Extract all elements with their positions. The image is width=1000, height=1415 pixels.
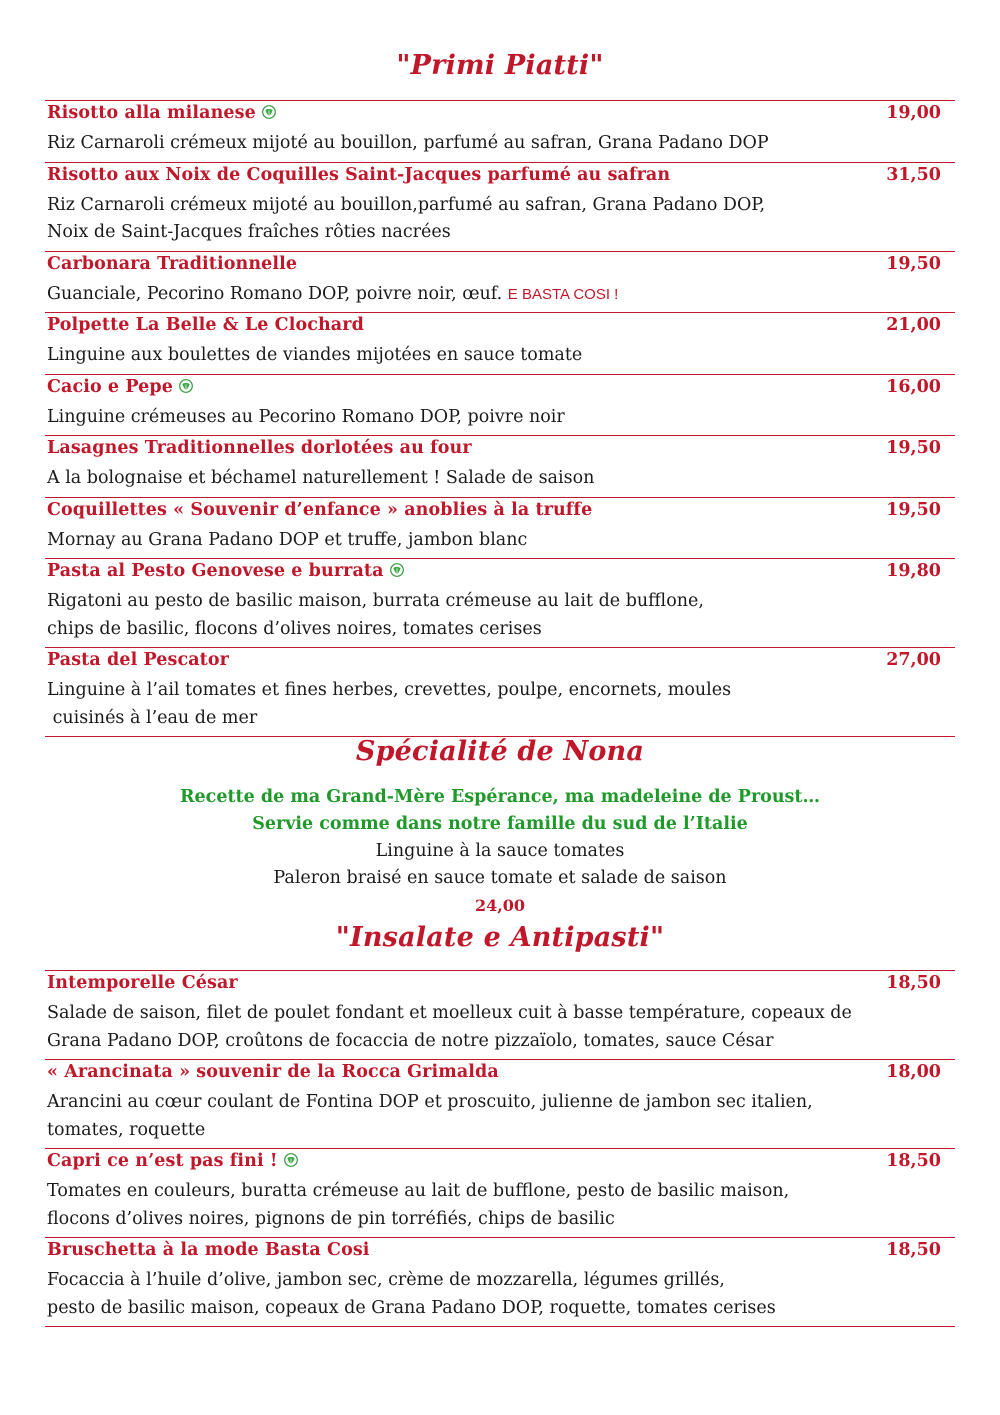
menu-item-price: 18,50 — [886, 973, 941, 993]
menu-item-name-text: Pasta del Pescator — [47, 650, 229, 670]
primi-list — [45, 100, 955, 737]
menu-item-description — [47, 588, 953, 643]
menu-item-name — [47, 103, 276, 123]
menu-item-description — [47, 677, 953, 732]
leaf-icon — [390, 562, 404, 576]
description-line — [47, 588, 953, 616]
menu-item-name-text: Risotto alla milanese — [47, 103, 256, 123]
description-line — [47, 1089, 953, 1117]
description-line — [47, 616, 953, 644]
menu-item-header — [47, 561, 953, 588]
description-line — [47, 1178, 953, 1206]
menu-item-description — [47, 192, 953, 247]
menu-item-description — [47, 465, 953, 493]
menu-item-name-text: « Arancinata » souvenir de la Rocca Grimalda — [47, 1062, 499, 1082]
description-line — [47, 130, 953, 158]
description-line — [47, 1117, 953, 1145]
menu-item-header — [47, 438, 953, 465]
description-line — [47, 1000, 953, 1028]
menu-item-price: 31,50 — [886, 164, 941, 185]
description-line — [47, 465, 953, 493]
menu-item — [45, 163, 955, 252]
menu-item-price: 19,50 — [886, 253, 941, 274]
menu-item — [45, 498, 955, 560]
description-line-text: Rigatoni au pesto de basilic maison, burrata crémeuse au lait de bufflone, — [47, 591, 704, 611]
description-line-text: Linguine crémeuses au Pecorino Romano DOP, poivre noir — [47, 406, 565, 427]
description-line-text: Riz Carnaroli crémeux mijoté au bouillon, parfumé au safran, Grana Padano DOP — [47, 133, 769, 153]
menu-item-name — [47, 254, 297, 274]
menu-item-price: 19,00 — [886, 103, 941, 123]
section-title-nona: Spécialité de Nona — [355, 736, 645, 767]
menu-item-price: 18,50 — [886, 1151, 941, 1171]
menu-item-header — [47, 165, 953, 192]
description-line-text: cuisinés à l’eau de mer — [47, 707, 258, 728]
description-line — [47, 342, 953, 370]
menu-item-header — [47, 315, 953, 342]
section-title-primi: "Primi Piatti" — [396, 50, 604, 81]
menu-item-description — [47, 281, 953, 309]
description-line-text: Riz Carnaroli crémeux mijoté au bouillon,parfumé au safran, Grana Padano DOP, — [47, 194, 766, 215]
menu-item — [45, 313, 955, 375]
nona-price: 24,00 — [474, 896, 526, 915]
nona-special — [0, 784, 1000, 919]
menu-item-name-text: Lasagnes Traditionnelles dorlotées au four — [47, 438, 472, 458]
description-line-text: Noix de Saint-Jacques fraîches rôties nacrées — [47, 222, 451, 242]
description-line-text: Focaccia à l’huile d’olive, jambon sec, crème de mozzarella, légumes grillés, — [47, 1270, 725, 1290]
menu-item-name — [47, 315, 364, 335]
menu-item-price: 18,50 — [886, 1240, 941, 1260]
description-line-text: tomates, roquette — [47, 1119, 206, 1140]
menu-item-name — [47, 1062, 499, 1082]
menu-item-name-text: Capri ce n’est pas fini ! — [47, 1151, 278, 1171]
menu-item-price: 19,50 — [886, 438, 941, 458]
description-line-text: A la bolognaise et béchamel naturellement ! Salade de saison — [47, 468, 595, 488]
menu-item-name-text: Cacio e Pepe — [47, 376, 173, 397]
insalate-list — [45, 970, 955, 1327]
description-line — [47, 192, 953, 220]
menu-item-name — [47, 973, 238, 993]
menu-item — [45, 1238, 955, 1327]
description-line — [47, 404, 953, 432]
menu-item-description — [47, 1267, 953, 1322]
menu-item-name — [47, 1240, 370, 1260]
leaf-icon — [262, 104, 276, 118]
menu-item-description — [47, 527, 953, 555]
menu-item — [45, 559, 955, 648]
description-line — [47, 677, 953, 705]
description-line-text: Arancini au cœur coulant de Fontina DOP et proscuito, julienne de jambon sec italien, — [47, 1092, 813, 1112]
description-line-text: pesto de basilic maison, copeaux de Grana Padano DOP, roquette, tomates cerises — [47, 1297, 776, 1318]
menu-item-name-text: Bruschetta à la mode Basta Cosi — [47, 1240, 370, 1260]
description-line-text: flocons d’olives noires, pignons de pin torréfiés, chips de basilic — [47, 1208, 615, 1229]
menu-item-description — [47, 1089, 953, 1144]
menu-item-name — [47, 650, 229, 670]
menu-item-price: 27,00 — [886, 650, 941, 670]
description-line-text: Linguine à l’ail tomates et fines herbes, crevettes, poulpe, encornets, moules — [47, 680, 732, 700]
menu-item-name-text: Coquillettes « Souvenir d’enfance » anoblies à la truffe — [47, 499, 593, 520]
menu-item-price: 19,50 — [886, 499, 941, 520]
menu-item-name-text: Carbonara Traditionnelle — [47, 253, 298, 274]
menu-item-description — [47, 1000, 953, 1055]
menu-item-header — [47, 500, 953, 527]
menu-item-header — [47, 377, 953, 404]
description-line-text: Mornay au Grana Padano DOP et truffe, jambon blanc — [47, 529, 528, 550]
description-line-text: Tomates en couleurs, buratta crémeuse au lait de bufflone, pesto de basilic maison, — [47, 1181, 790, 1201]
menu-item-price: 16,00 — [886, 376, 941, 397]
menu-item-name — [47, 1151, 298, 1171]
menu-item-name — [47, 500, 592, 520]
menu-item-name — [47, 438, 472, 458]
description-line — [47, 281, 953, 309]
menu-item-name-text: Intemporelle César — [47, 973, 238, 993]
description-line — [47, 705, 953, 733]
description-line — [47, 527, 953, 555]
menu-item-description — [47, 130, 953, 158]
description-line-text: Guanciale, Pecorino Romano DOP, poivre noir, œuf. — [47, 283, 508, 304]
description-line — [47, 1295, 953, 1323]
nona-line-1: Recette de ma Grand-Mère Espérance, ma madeleine de Proust… — [180, 787, 820, 807]
leaf-icon — [179, 378, 193, 392]
menu-item-header — [47, 1062, 953, 1089]
section-title-insalate: "Insalate e Antipasti" — [335, 922, 665, 953]
menu-item-price: 19,80 — [886, 561, 941, 581]
menu-item-header — [47, 1151, 953, 1178]
nona-line-4: Paleron braisé en sauce tomate et salade de saison — [273, 868, 727, 888]
menu-item — [45, 1060, 955, 1149]
description-line — [47, 1206, 953, 1234]
menu-item-header — [47, 254, 953, 281]
menu-item — [45, 252, 955, 314]
menu-item-header — [47, 1240, 953, 1267]
menu-item-header — [47, 650, 953, 677]
description-line — [47, 1267, 953, 1295]
menu-item — [45, 101, 955, 163]
description-line-text: chips de basilic, flocons d’olives noires, tomates cerises — [47, 618, 542, 639]
menu-item-price: 21,00 — [886, 315, 941, 335]
menu-item — [45, 971, 955, 1060]
description-line — [47, 1028, 953, 1056]
description-line — [47, 219, 953, 247]
description-line-text: Grana Padano DOP, croûtons de focaccia de notre pizzaïolo, tomates, sauce César — [47, 1030, 774, 1051]
menu-item-tag: E BASTA COSI ! — [507, 285, 619, 303]
menu-item-name-text: Risotto aux Noix de Coquilles Saint-Jacques parfumé au safran — [47, 164, 671, 185]
nona-line-2: Servie comme dans notre famille du sud de l’Italie — [252, 814, 748, 834]
nona-line-3: Linguine à la sauce tomates — [375, 841, 625, 861]
menu-item — [45, 648, 955, 737]
menu-item-header — [47, 103, 953, 130]
menu-item-description — [47, 404, 953, 432]
leaf-icon — [284, 1152, 298, 1166]
menu-item-header — [47, 973, 953, 1000]
menu-item-name — [47, 377, 193, 397]
menu-item-name-text: Pasta al Pesto Genovese e burrata — [47, 561, 384, 581]
description-line-text: Linguine aux boulettes de viandes mijotées en sauce tomate — [47, 345, 583, 365]
menu-item-price: 18,00 — [886, 1062, 941, 1082]
menu-item — [45, 1149, 955, 1238]
description-line-text: Salade de saison, filet de poulet fondant et moelleux cuit à basse température, copeaux de — [47, 1003, 852, 1023]
menu-item-name-text: Polpette La Belle & Le Clochard — [47, 315, 364, 335]
menu-item — [45, 436, 955, 498]
menu-item-description — [47, 342, 953, 370]
menu-item — [45, 375, 955, 437]
menu-item-description — [47, 1178, 953, 1233]
menu-item-name — [47, 561, 404, 581]
menu-item-name — [47, 165, 670, 185]
